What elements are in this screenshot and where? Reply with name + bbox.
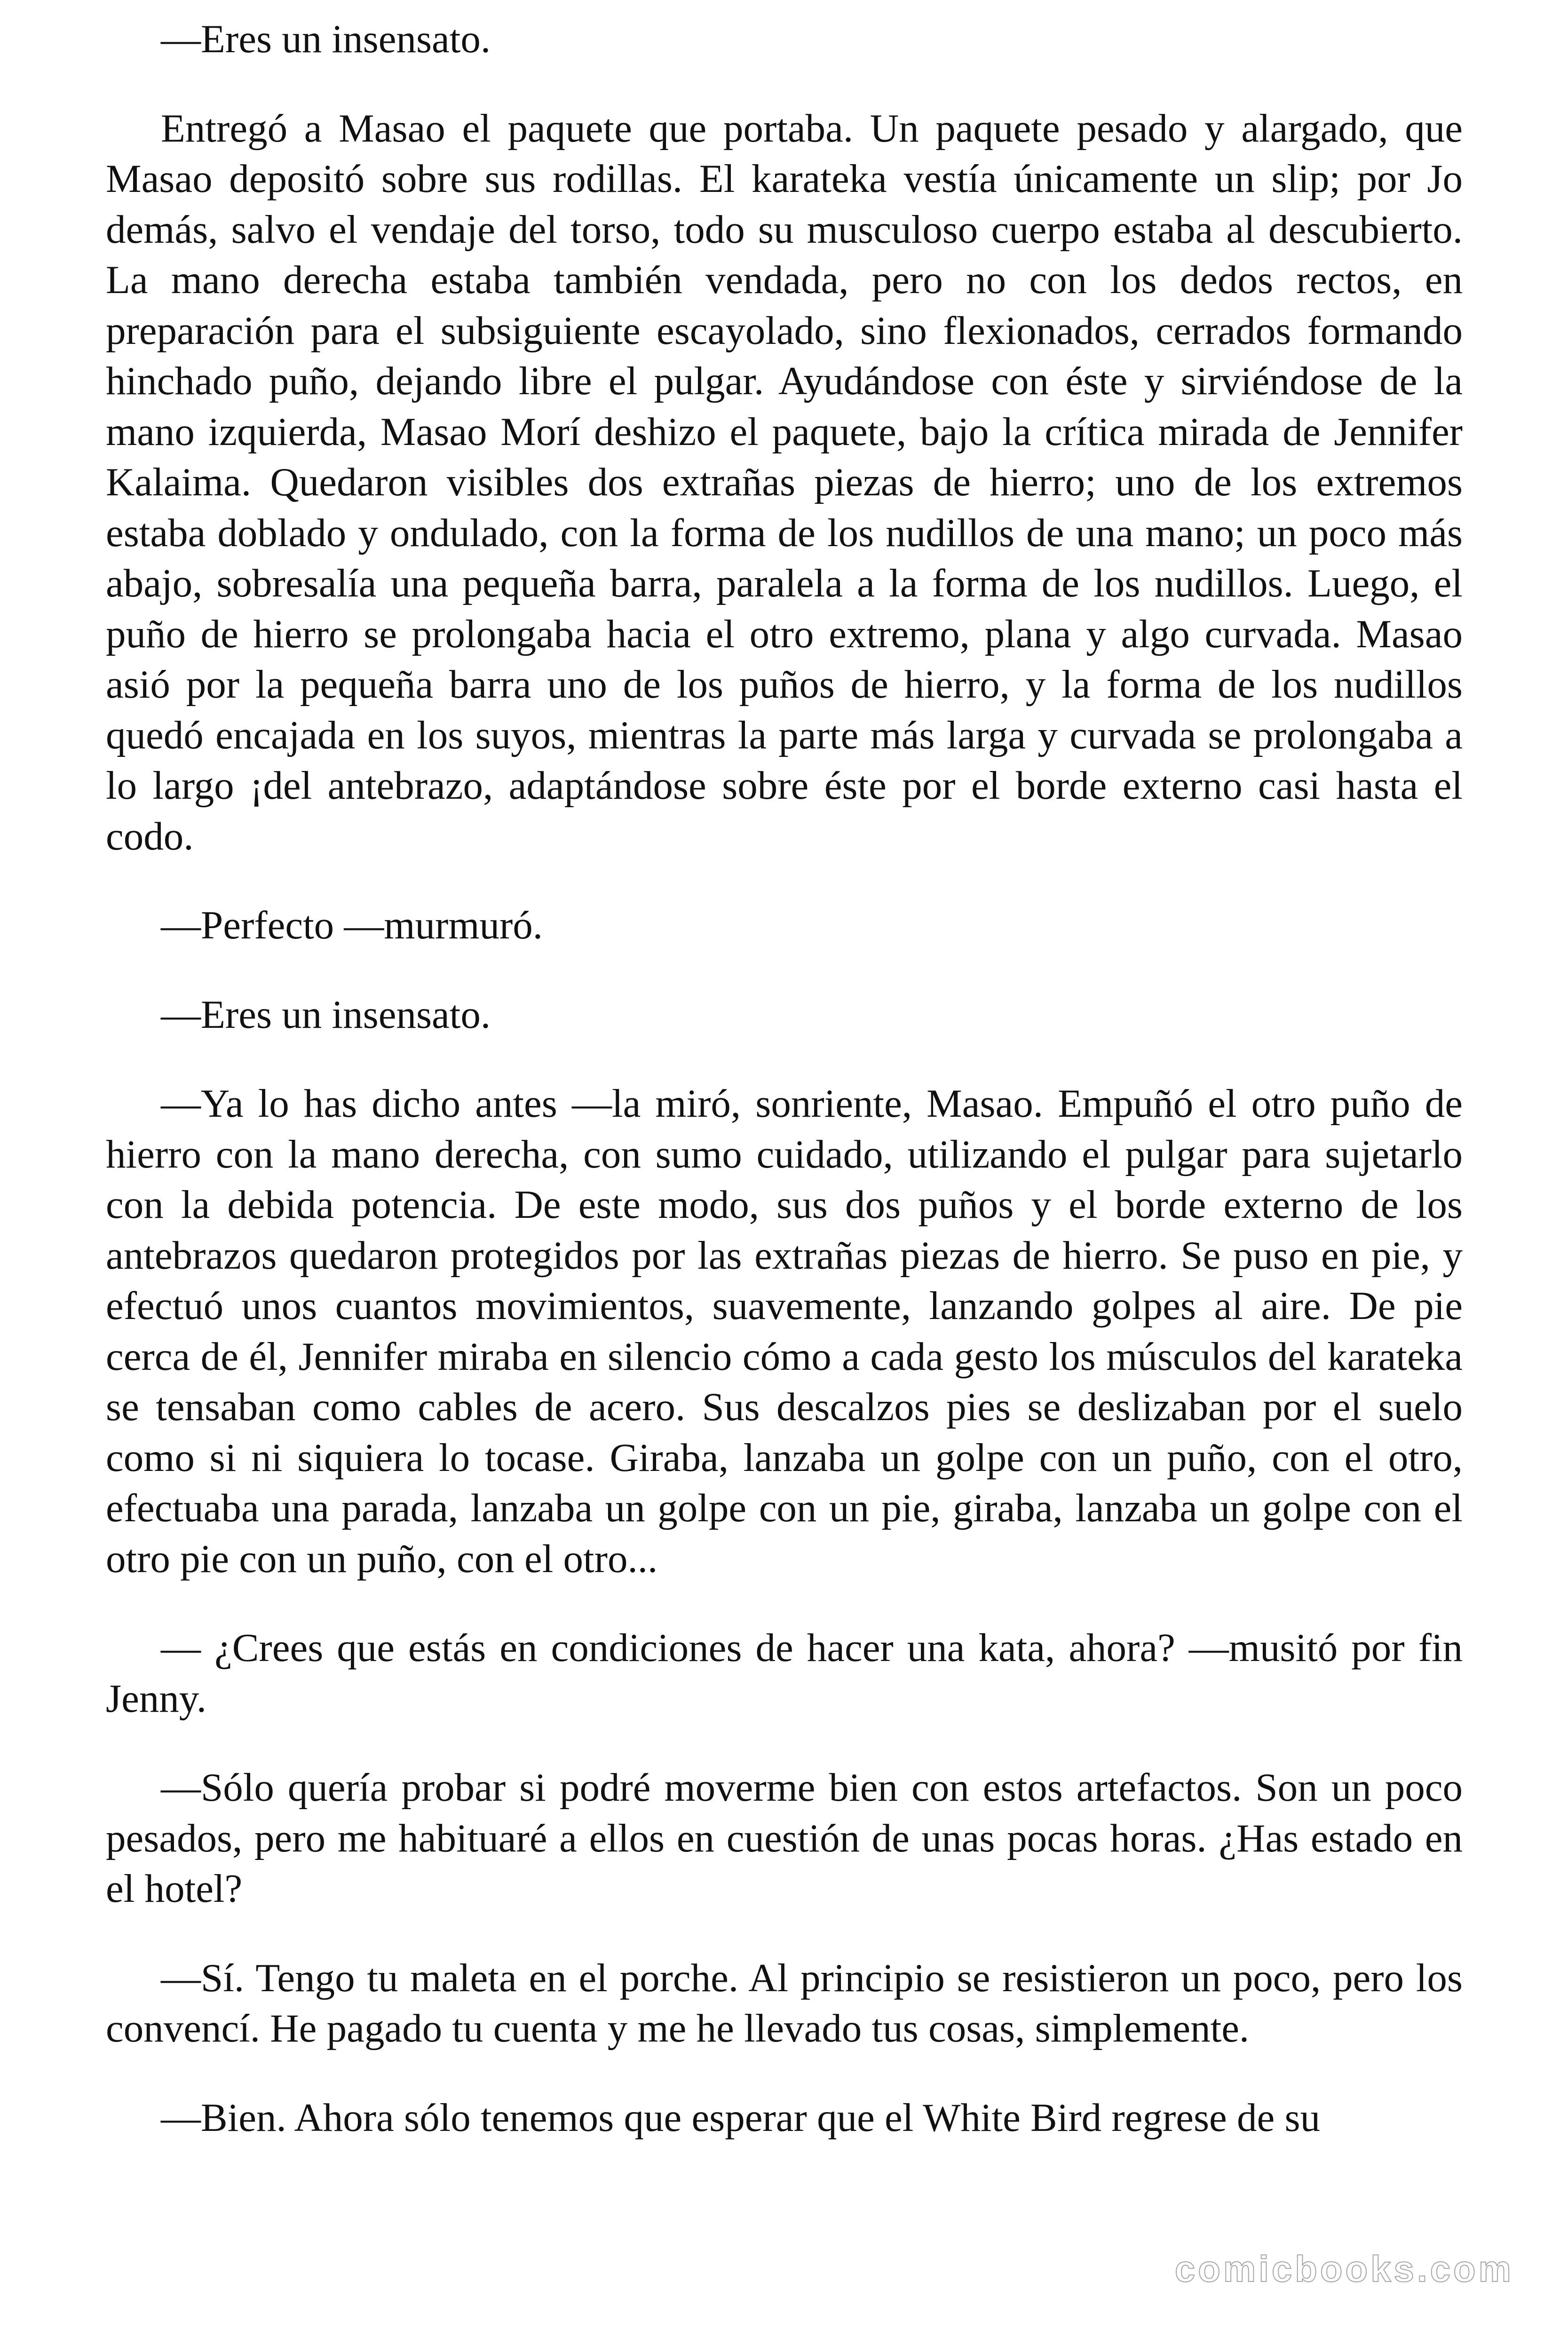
paragraph-2: Entregó a Masao el paquete que portaba. Un paquete pesado y alargado, que Masao depositó sobre sus rodillas. El karateka vestía únicamente un slip; por Jo demás, salvo el vendaje del torso, todo su musculoso cuerpo estaba al descubierto. La mano derecha estaba también vendada, pero no con los dedos rectos, en preparación para el subsiguiente escayolado, sino flexionados, cerrados formando hinchado puño, dejando libre el pulgar. Ayudándose con éste y sirviéndose de la mano izquierda, Masao Morí deshizo el paquete, bajo la crítica mirada de Jennifer Kalaima. Quedaron visibles dos extrañas piezas de hierro; uno de los extremos estaba doblado y ondulado, con la forma de los nudillos de una mano; un poco más abajo, sobresalía una pequeña barra, paralela a la forma de los nudillos. Luego, el puño de hierro se prolongaba hacia el otro extremo, plana y algo curvada. Masao asió por la pequeña barra uno de los puños de hierro, y la forma de los nudillos quedó encajada en los suyos, mientras la parte más larga y curvada se prolongaba a lo largo ¡del antebrazo, adaptándose sobre éste por el borde externo casi hasta el codo. <box>106 106 1463 858</box>
paragraph-6: — ¿Crees que estás en condiciones de hacer una kata, ahora? —musitó por fin Jenny. <box>106 1626 1463 1721</box>
paragraph-4: —Eres un insensato. <box>161 992 491 1037</box>
paragraph-8: —Sí. Tengo tu maleta en el porche. Al principio se resistieron un poco, pero los convencí. He pagado tu cuenta y me he llevado tus cosas, simplemente. <box>106 1955 1463 2050</box>
paragraph-5: —Ya lo has dicho antes —la miró, sonriente, Masao. Empuñó el otro puño de hierro con la mano derecha, con sumo cuidado, utilizando el pulgar para sujetarlo con la debida potencia. De este modo, sus dos puños y el borde externo de los antebrazos quedaron protegidos por las extrañas piezas de hierro. Se puso en pie, y efectuó unos cuantos movimientos, suavemente, lanzando golpes al aire. De pie cerca de él, Jennifer miraba en silencio cómo a cada gesto los músculos del karateka se tensaban como cables de acero. Sus descalzos pies se deslizaban por el suelo como si ni siquiera lo tocase. Giraba, lanzaba un golpe con un puño, con el otro, efectuaba una parada, lanzaba un golpe con un pie, giraba, lanzaba un golpe con el otro pie con un puño, con el otro... <box>106 1081 1463 1581</box>
paragraph-3: —Perfecto —murmuró. <box>161 903 543 947</box>
site-watermark: comicbooks.com <box>1174 2248 1514 2289</box>
document-page <box>106 14 1463 2143</box>
paragraph-1: —Eres un insensato. <box>161 17 491 61</box>
paragraph-7: —Sólo quería probar si podré moverme bien con estos artefactos. Son un poco pesados, pero me habituaré a ellos en cuestión de unas pocas horas. ¿Has estado en el hotel? <box>106 1765 1463 1911</box>
paragraph-9: —Bien. Ahora sólo tenemos que esperar que el White Bird regrese de su <box>161 2095 1321 2140</box>
